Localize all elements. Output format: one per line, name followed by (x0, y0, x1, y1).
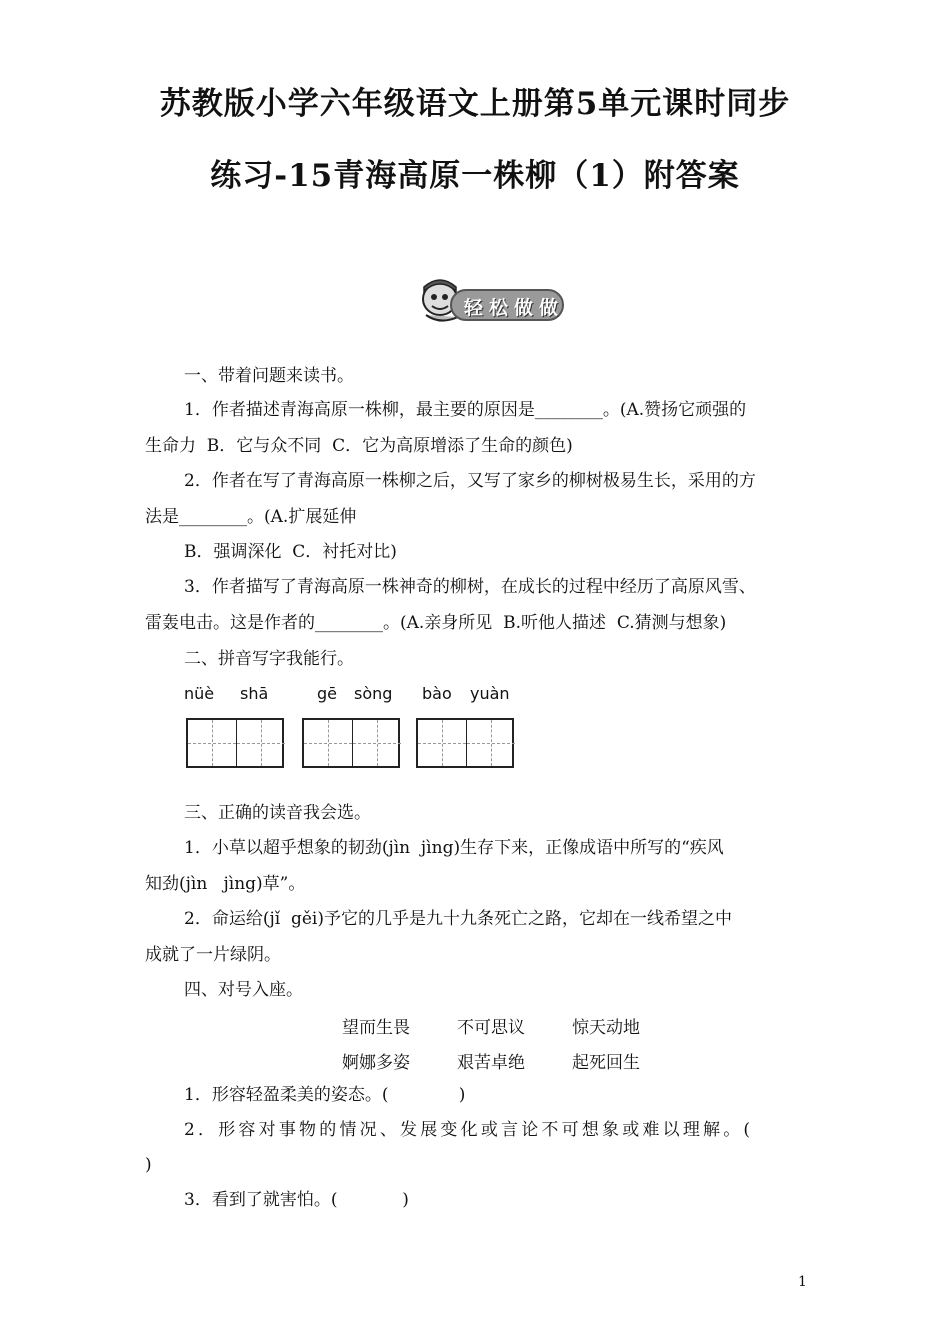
s4-q1: 1．形容轻盈柔美的姿态。( ) (184, 1085, 466, 1105)
s4-q2-line-1: 2．形容对事物的情况、发展变化或言论不可想象或难以理解。( (184, 1120, 754, 1140)
section-1-heading: 一、带着问题来读书。 (184, 366, 354, 386)
writing-cell[interactable] (304, 720, 352, 766)
section-4-heading: 四、对号入座。 (184, 980, 303, 1000)
s3-q2-line-1: 2．命运给(jǐ gěi)予它的几乎是九十九条死亡之路，它却在一线希望之中 (184, 909, 732, 929)
s1-q3-line-1: 3．作者描写了青海高原一株神奇的柳树，在成长的过程中经历了高原风雪、 (184, 577, 756, 597)
document-title-line-1: 苏教版小学六年级语文上册第5单元课时同步 (159, 86, 791, 122)
idiom-option: 不可思议 (457, 1018, 525, 1038)
badge-label: 轻松做做 (464, 297, 565, 319)
idiom-option: 望而生畏 (342, 1018, 410, 1038)
s1-q1-line-2: 生命力 B．它与众不同 C．它为高原增添了生命的颜色) (145, 436, 573, 456)
section-3-heading: 三、正确的读音我会选。 (184, 803, 371, 823)
pinyin-label: sòng (354, 684, 393, 703)
document-title-line-2: 练习-15青海高原一株柳（1）附答案 (210, 158, 740, 194)
writing-grid-3[interactable] (416, 718, 514, 768)
s1-q2-line-3: B．强调深化 C．衬托对比) (184, 542, 397, 562)
s1-q3-line-2: 雷轰电击。这是作者的________。(A.亲身所见 B.听他人描述 C.猜测与想象) (145, 613, 727, 633)
writing-cell[interactable] (466, 720, 515, 766)
idiom-option: 惊天动地 (572, 1018, 640, 1038)
writing-cell[interactable] (418, 720, 466, 766)
writing-cell[interactable] (236, 720, 285, 766)
writing-cell[interactable] (188, 720, 236, 766)
s4-q3: 3．看到了就害怕。( ) (184, 1190, 409, 1210)
s1-q2-line-1: 2．作者在写了青海高原一株柳之后，又写了家乡的柳树极易生长，采用的方 (184, 471, 756, 491)
pinyin-label: yuàn (470, 684, 510, 703)
writing-grid-1[interactable] (186, 718, 284, 768)
idiom-option: 艰苦卓绝 (457, 1053, 525, 1073)
s1-q2-line-2: 法是________。(A.扩展延伸 (145, 507, 357, 527)
idiom-option: 起死回生 (572, 1053, 640, 1073)
writing-grid-2[interactable] (302, 718, 400, 768)
s1-q1-line-1: 1．作者描述青海高原一株柳，最主要的原因是________。(A.赞扬它顽强的 (184, 400, 747, 420)
pinyin-label: nüè (184, 684, 215, 703)
s3-q1-line-2: 知劲(jìn jìng)草”。 (145, 874, 306, 894)
writing-cell[interactable] (352, 720, 401, 766)
pinyin-label: bào (422, 684, 452, 703)
s3-q2-line-2: 成就了一片绿阴。 (145, 945, 281, 965)
s4-q2-line-2: ) (145, 1155, 152, 1175)
easy-practice-badge (412, 277, 567, 327)
pinyin-label: shā (240, 684, 269, 703)
section-2-heading: 二、拼音写字我能行。 (184, 649, 354, 669)
s3-q1-line-1: 1．小草以超乎想象的韧劲(jìn jìng)生存下来，正像成语中所写的“疾风 (184, 838, 724, 858)
idiom-option: 婀娜多姿 (342, 1053, 410, 1073)
page-number: 1 (798, 1274, 807, 1290)
pinyin-label: gē (317, 684, 337, 703)
